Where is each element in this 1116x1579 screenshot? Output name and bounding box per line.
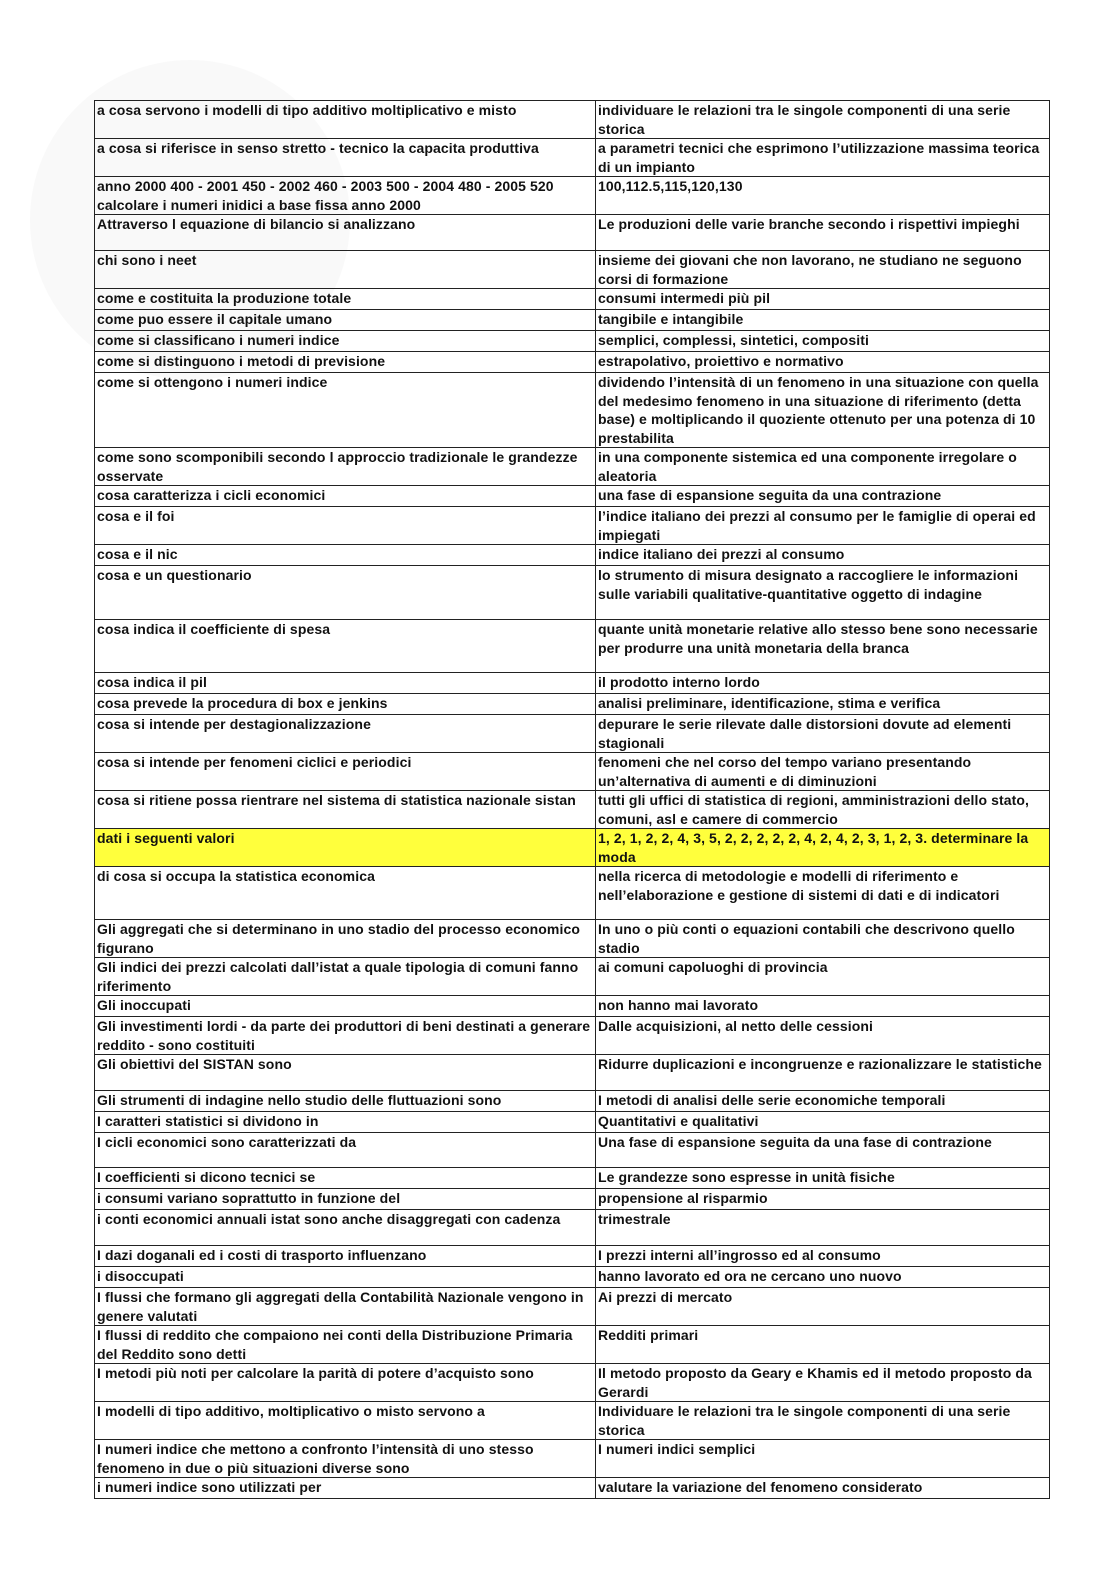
question-cell: Gli aggregati che si determinano in uno stadio del processo economico figurano <box>95 920 596 958</box>
question-cell: cosa indica il pil <box>95 673 596 694</box>
table-row <box>95 920 1050 958</box>
answer-cell: in una componente sistemica ed una componente irregolare o aleatoria <box>596 448 1050 486</box>
question-cell: come e costituita la produzione totale <box>95 289 596 310</box>
question-cell: come si classificano i numeri indice <box>95 331 596 352</box>
question-cell: I flussi di reddito che compaiono nei conti della Distribuzione Primaria del Reddito sono detti <box>95 1326 596 1364</box>
answer-cell: Dalle acquisizioni, al netto delle cessioni <box>596 1017 1050 1055</box>
question-cell: i conti economici annuali istat sono anche disaggregati con cadenza <box>95 1210 596 1246</box>
answer-cell: estrapolativo, proiettivo e normativo <box>596 352 1050 373</box>
question-cell: come puo essere il capitale umano <box>95 310 596 331</box>
question-cell: come si distinguono i metodi di previsione <box>95 352 596 373</box>
question-cell: cosa e il foi <box>95 507 596 545</box>
answer-cell: tangibile e intangibile <box>596 310 1050 331</box>
answer-cell: Il metodo proposto da Geary e Khamis ed il metodo proposto da Gerardi <box>596 1364 1050 1402</box>
answer-cell: semplici, complessi, sintetici, compositi <box>596 331 1050 352</box>
answer-cell: individuare le relazioni tra le singole componenti di una serie storica <box>596 101 1050 139</box>
table-row <box>95 1267 1050 1288</box>
question-cell: cosa si ritiene possa rientrare nel sistema di statistica nazionale sistan <box>95 791 596 829</box>
question-cell: chi sono i neet <box>95 251 596 289</box>
table-row <box>95 1440 1050 1478</box>
question-cell: cosa e un questionario <box>95 566 596 620</box>
table-row <box>95 1091 1050 1112</box>
table-row <box>95 352 1050 373</box>
question-cell: I numeri indice che mettono a confronto l’intensità di uno stesso fenomeno in due o più situazioni diverse sono <box>95 1440 596 1478</box>
answer-cell: il prodotto interno lordo <box>596 673 1050 694</box>
table-row <box>95 289 1050 310</box>
answer-cell: I prezzi interni all’ingrosso ed al consumo <box>596 1246 1050 1267</box>
question-cell: I coefficienti si dicono tecnici se <box>95 1168 596 1189</box>
question-cell: anno 2000 400 - 2001 450 - 2002 460 - 2003 500 - 2004 480 - 2005 520 calcolare i numeri inidici a base fissa anno 2000 <box>95 177 596 215</box>
answer-cell: una fase di espansione seguita da una contrazione <box>596 486 1050 507</box>
question-cell: Gli investimenti lordi - da parte dei produttori di beni destinati a generare reddito - sono costituiti <box>95 1017 596 1055</box>
question-cell: come sono scomponibili secondo l approccio tradizionale le grandezze osservate <box>95 448 596 486</box>
table-row <box>95 867 1050 920</box>
answer-cell: propensione al risparmio <box>596 1189 1050 1210</box>
answer-cell: trimestrale <box>596 1210 1050 1246</box>
answer-cell: tutti gli uffici di statistica di regioni, amministrazioni dello stato, comuni, asl e camere di commercio <box>596 791 1050 829</box>
answer-cell: indice italiano dei prezzi al consumo <box>596 545 1050 566</box>
answer-cell: l’indice italiano dei prezzi al consumo per le famiglie di operai ed impiegati <box>596 507 1050 545</box>
table-row <box>95 791 1050 829</box>
table-row <box>95 1210 1050 1246</box>
question-cell: Gli inoccupati <box>95 996 596 1017</box>
table-row <box>95 310 1050 331</box>
table-row <box>95 566 1050 620</box>
table-row <box>95 139 1050 177</box>
question-cell: I flussi che formano gli aggregati della Contabilità Nazionale vengono in genere valutati <box>95 1288 596 1326</box>
answer-cell: analisi preliminare, identificazione, stima e verifica <box>596 694 1050 715</box>
question-cell: di cosa si occupa la statistica economica <box>95 867 596 920</box>
table-row <box>95 177 1050 215</box>
question-cell: i numeri indice sono utilizzati per <box>95 1478 596 1499</box>
question-cell: I metodi più noti per calcolare la parità di potere d’acquisto sono <box>95 1364 596 1402</box>
table-row <box>95 694 1050 715</box>
answer-cell: valutare la variazione del fenomeno considerato <box>596 1478 1050 1499</box>
answer-cell: I metodi di analisi delle serie economiche temporali <box>596 1091 1050 1112</box>
table-body <box>95 101 1050 1499</box>
table-row <box>95 507 1050 545</box>
answer-cell: Individuare le relazioni tra le singole componenti di una serie storica <box>596 1402 1050 1440</box>
answer-cell: insieme dei giovani che non lavorano, ne studiano ne seguono corsi di formazione <box>596 251 1050 289</box>
table-row <box>95 251 1050 289</box>
answer-cell: depurare le serie rilevate dalle distorsioni dovute ad elementi stagionali <box>596 715 1050 753</box>
table-row <box>95 829 1050 867</box>
table-row <box>95 996 1050 1017</box>
answer-cell: a parametri tecnici che esprimono l’utilizzazione massima teorica di un impianto <box>596 139 1050 177</box>
question-cell: I dazi doganali ed i costi di trasporto influenzano <box>95 1246 596 1267</box>
answer-cell: Ai prezzi di mercato <box>596 1288 1050 1326</box>
table-row <box>95 1112 1050 1133</box>
question-cell: i consumi variano soprattutto in funzione del <box>95 1189 596 1210</box>
table-row <box>95 1017 1050 1055</box>
answer-cell: lo strumento di misura designato a raccogliere le informazioni sulle variabili qualitative-quantitative oggetto di indagine <box>596 566 1050 620</box>
table-row <box>95 1055 1050 1091</box>
table-row <box>95 1168 1050 1189</box>
answer-cell: In uno o più conti o equazioni contabili che descrivono quello stadio <box>596 920 1050 958</box>
answer-cell: 1, 2, 1, 2, 2, 4, 3, 5, 2, 2, 2, 2, 2, 4, 2, 4, 2, 3, 1, 2, 3. determinare la moda <box>596 829 1050 867</box>
table-row <box>95 620 1050 673</box>
question-cell: cosa indica il coefficiente di spesa <box>95 620 596 673</box>
question-cell: dati i seguenti valori <box>95 829 596 867</box>
answer-cell: Redditi primari <box>596 1326 1050 1364</box>
answer-cell: Quantitativi e qualitativi <box>596 1112 1050 1133</box>
answer-cell: consumi intermedi più pil <box>596 289 1050 310</box>
answer-cell: Una fase di espansione seguita da una fase di contrazione <box>596 1133 1050 1168</box>
answer-cell: I numeri indici semplici <box>596 1440 1050 1478</box>
question-cell: cosa prevede la procedura di box e jenkins <box>95 694 596 715</box>
table-row <box>95 1478 1050 1499</box>
table-row <box>95 331 1050 352</box>
answer-cell: Le grandezze sono espresse in unità fisiche <box>596 1168 1050 1189</box>
answer-cell: Le produzioni delle varie branche secondo i rispettivi impieghi <box>596 215 1050 251</box>
table-row <box>95 1133 1050 1168</box>
answer-cell: fenomeni che nel corso del tempo variano presentando un’alternativa di aumenti e di diminuzioni <box>596 753 1050 791</box>
question-cell: cosa si intende per destagionalizzazione <box>95 715 596 753</box>
question-cell: I cicli economici sono caratterizzati da <box>95 1133 596 1168</box>
question-cell: Gli obiettivi del SISTAN sono <box>95 1055 596 1091</box>
table-row <box>95 486 1050 507</box>
question-cell: Attraverso l equazione di bilancio si analizzano <box>95 215 596 251</box>
answer-cell: ai comuni capoluoghi di provincia <box>596 958 1050 996</box>
table-row <box>95 673 1050 694</box>
question-answer-table <box>94 100 1050 1499</box>
table-row <box>95 1402 1050 1440</box>
question-cell: I modelli di tipo additivo, moltiplicativo o misto servono a <box>95 1402 596 1440</box>
table-row <box>95 101 1050 139</box>
question-cell: cosa si intende per fenomeni ciclici e periodici <box>95 753 596 791</box>
answer-cell: hanno lavorato ed ora ne cercano uno nuovo <box>596 1267 1050 1288</box>
question-cell: a cosa si riferisce in senso stretto - tecnico la capacita produttiva <box>95 139 596 177</box>
answer-cell: non hanno mai lavorato <box>596 996 1050 1017</box>
table-row <box>95 1189 1050 1210</box>
table-row <box>95 753 1050 791</box>
table-row <box>95 215 1050 251</box>
question-cell: Gli indici dei prezzi calcolati dall’istat a quale tipologia di comuni fanno riferimento <box>95 958 596 996</box>
table-row <box>95 448 1050 486</box>
question-cell: i disoccupati <box>95 1267 596 1288</box>
question-cell: cosa caratterizza i cicli economici <box>95 486 596 507</box>
question-cell: Gli strumenti di indagine nello studio delle fluttuazioni sono <box>95 1091 596 1112</box>
question-cell: a cosa servono i modelli di tipo additivo moltiplicativo e misto <box>95 101 596 139</box>
table-row <box>95 715 1050 753</box>
question-cell: I caratteri statistici si dividono in <box>95 1112 596 1133</box>
table-row <box>95 1288 1050 1326</box>
table-row <box>95 1246 1050 1267</box>
answer-cell: dividendo l’intensità di un fenomeno in una situazione con quella del medesimo fenomeno in una situazione di riferimento (detta base) e moltiplicando il quoziente ottenuto per una potenza di 10 prestabilita <box>596 373 1050 448</box>
table-row <box>95 373 1050 448</box>
question-cell: cosa e il nic <box>95 545 596 566</box>
table-row <box>95 958 1050 996</box>
answer-cell: Ridurre duplicazioni e incongruenze e razionalizzare le statistiche <box>596 1055 1050 1091</box>
answer-cell: nella ricerca di metodologie e modelli di riferimento e nell’elaborazione e gestione di sistemi di dati e di indicatori <box>596 867 1050 920</box>
table-row <box>95 1364 1050 1402</box>
table-row <box>95 1326 1050 1364</box>
answer-cell: 100,112.5,115,120,130 <box>596 177 1050 215</box>
table-row <box>95 545 1050 566</box>
question-cell: come si ottengono i numeri indice <box>95 373 596 448</box>
answer-cell: quante unità monetarie relative allo stesso bene sono necessarie per produrre una unità monetaria della branca <box>596 620 1050 673</box>
